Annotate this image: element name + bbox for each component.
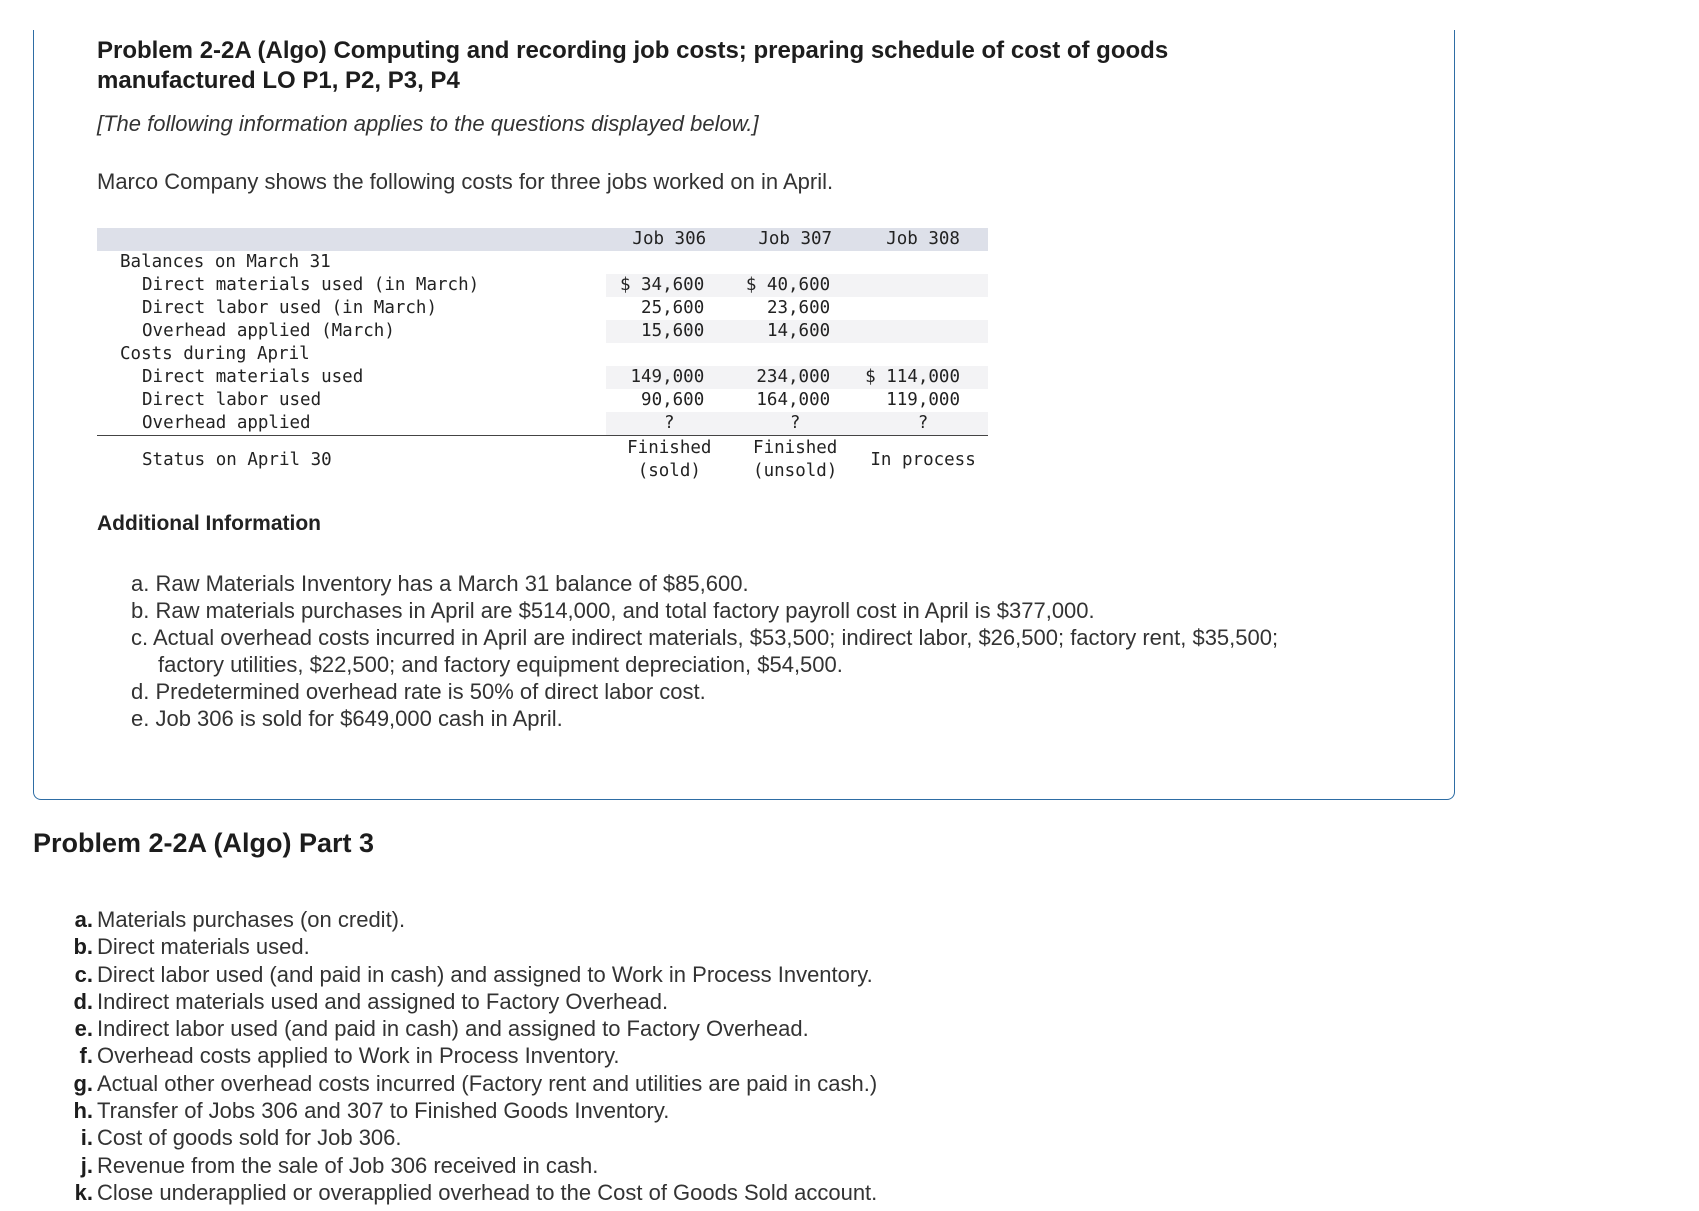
cell-job-307: ? — [732, 412, 858, 436]
status-row — [97, 436, 988, 485]
list-item: a. Materials purchases (on credit). — [74, 907, 406, 932]
cell-job-306: $ 34,600 — [606, 274, 732, 297]
list-item: c. Actual overhead costs incurred in April are indirect materials, $53,500; indirect labor, $26,500; factory rent, $35,500; factory utilities, $22,500; and factory equipment depreciation, $54,500. — [131, 625, 1279, 677]
cell-job-307: 164,000 — [756, 390, 831, 410]
job-cost-table — [97, 228, 988, 484]
section-label: Balances on March 31 — [120, 252, 331, 272]
problem-title: Problem 2-2A (Algo) Computing and recording job costs; preparing schedule of cost of goods manufactured LO P1, P2, P3, P4 — [97, 37, 1169, 94]
list-item: f. Overhead costs applied to Work in Process Inventory. — [79, 1043, 620, 1069]
status-job-306: Finished (sold) — [627, 438, 712, 481]
list-item: d. Predetermined overhead rate is 50% of direct labor cost. — [131, 679, 706, 704]
section-row-april — [97, 343, 988, 366]
list-item: b. Raw materials purchases in April are $514,000, and total factory payroll cost in April is $377,000. — [131, 598, 1095, 623]
cell-job-306: 25,600 — [641, 298, 705, 318]
table-row — [97, 274, 988, 297]
cell-job-308: ? — [858, 412, 988, 436]
table-row — [97, 366, 988, 389]
cell-job-306: 90,600 — [641, 390, 705, 410]
row-label: Overhead applied (March) — [97, 320, 606, 343]
table-row — [97, 320, 988, 343]
row-label: Status on April 30 — [142, 449, 332, 470]
cell-job-307: $ 40,600 — [732, 274, 858, 297]
list-item: g. Actual other overhead costs incurred (Factory rent and utilities are paid in cash.) — [73, 1070, 878, 1096]
additional-info-list — [131, 570, 1311, 732]
list-item: h. Transfer of Jobs 306 and 307 to Finished Goods Inventory. — [73, 1098, 670, 1124]
row-label: Direct materials used (in March) — [97, 274, 606, 297]
additional-info-heading: Additional Information — [97, 512, 321, 535]
row-label: Direct materials used — [97, 366, 606, 389]
list-item: j. Revenue from the sale of Job 306 received in cash. — [80, 1152, 599, 1178]
cell-job-307: 14,600 — [732, 320, 858, 343]
section-label: Costs during April — [120, 344, 310, 364]
cell-job-306: ? — [606, 412, 732, 436]
table-row — [97, 412, 988, 436]
list-item: e. Indirect labor used (and paid in cash) and assigned to Factory Overhead. — [74, 1016, 809, 1042]
part3-requirements-list — [64, 906, 877, 1206]
status-job-308: In process — [870, 449, 976, 470]
list-item: e. Job 306 is sold for $649,000 cash in April. — [131, 706, 563, 731]
cell-job-307: 234,000 — [732, 366, 858, 389]
list-item: b. Direct materials used. — [73, 934, 310, 960]
header-job-307: Job 307 — [732, 228, 858, 251]
part3-heading: Problem 2-2A (Algo) Part 3 — [33, 828, 375, 858]
header-job-308: Job 308 — [858, 228, 988, 251]
cell-job-308: $ 114,000 — [858, 366, 988, 389]
row-label: Direct labor used (in March) — [142, 298, 438, 318]
cell-job-308 — [858, 320, 988, 343]
cell-job-306: 149,000 — [606, 366, 732, 389]
list-item: c. Direct labor used (and paid in cash) and assigned to Work in Process Inventory. — [74, 961, 873, 987]
list-item: k. Close underapplied or overapplied overhead to the Cost of Goods Sold account. — [74, 1179, 878, 1205]
status-job-307: Finished (unsold) — [753, 438, 838, 481]
cell-job-307: 23,600 — [766, 298, 831, 318]
cell-job-308 — [858, 297, 988, 320]
section-row-march — [97, 251, 988, 274]
list-item: d. Indirect materials used and assigned to Factory Overhead. — [73, 988, 669, 1014]
list-item: a. Raw Materials Inventory has a March 31 balance of $85,600. — [131, 571, 749, 596]
row-label: Direct labor used — [142, 390, 322, 410]
intro-text: Marco Company shows the following costs for three jobs worked on in April. — [97, 169, 834, 194]
header-job-306: Job 306 — [606, 228, 732, 251]
cell-job-308 — [858, 274, 988, 297]
header-blank — [97, 228, 606, 251]
list-item: i. Cost of goods sold for Job 306. — [80, 1125, 402, 1151]
row-label: Overhead applied — [97, 412, 606, 436]
cell-job-308: 119,000 — [886, 390, 960, 410]
table-row — [97, 389, 988, 412]
info-note: [The following information applies to the questions displayed below.] — [97, 111, 759, 136]
table-row — [97, 297, 988, 320]
cell-job-306: 15,600 — [606, 320, 732, 343]
table-header-row — [97, 228, 988, 251]
